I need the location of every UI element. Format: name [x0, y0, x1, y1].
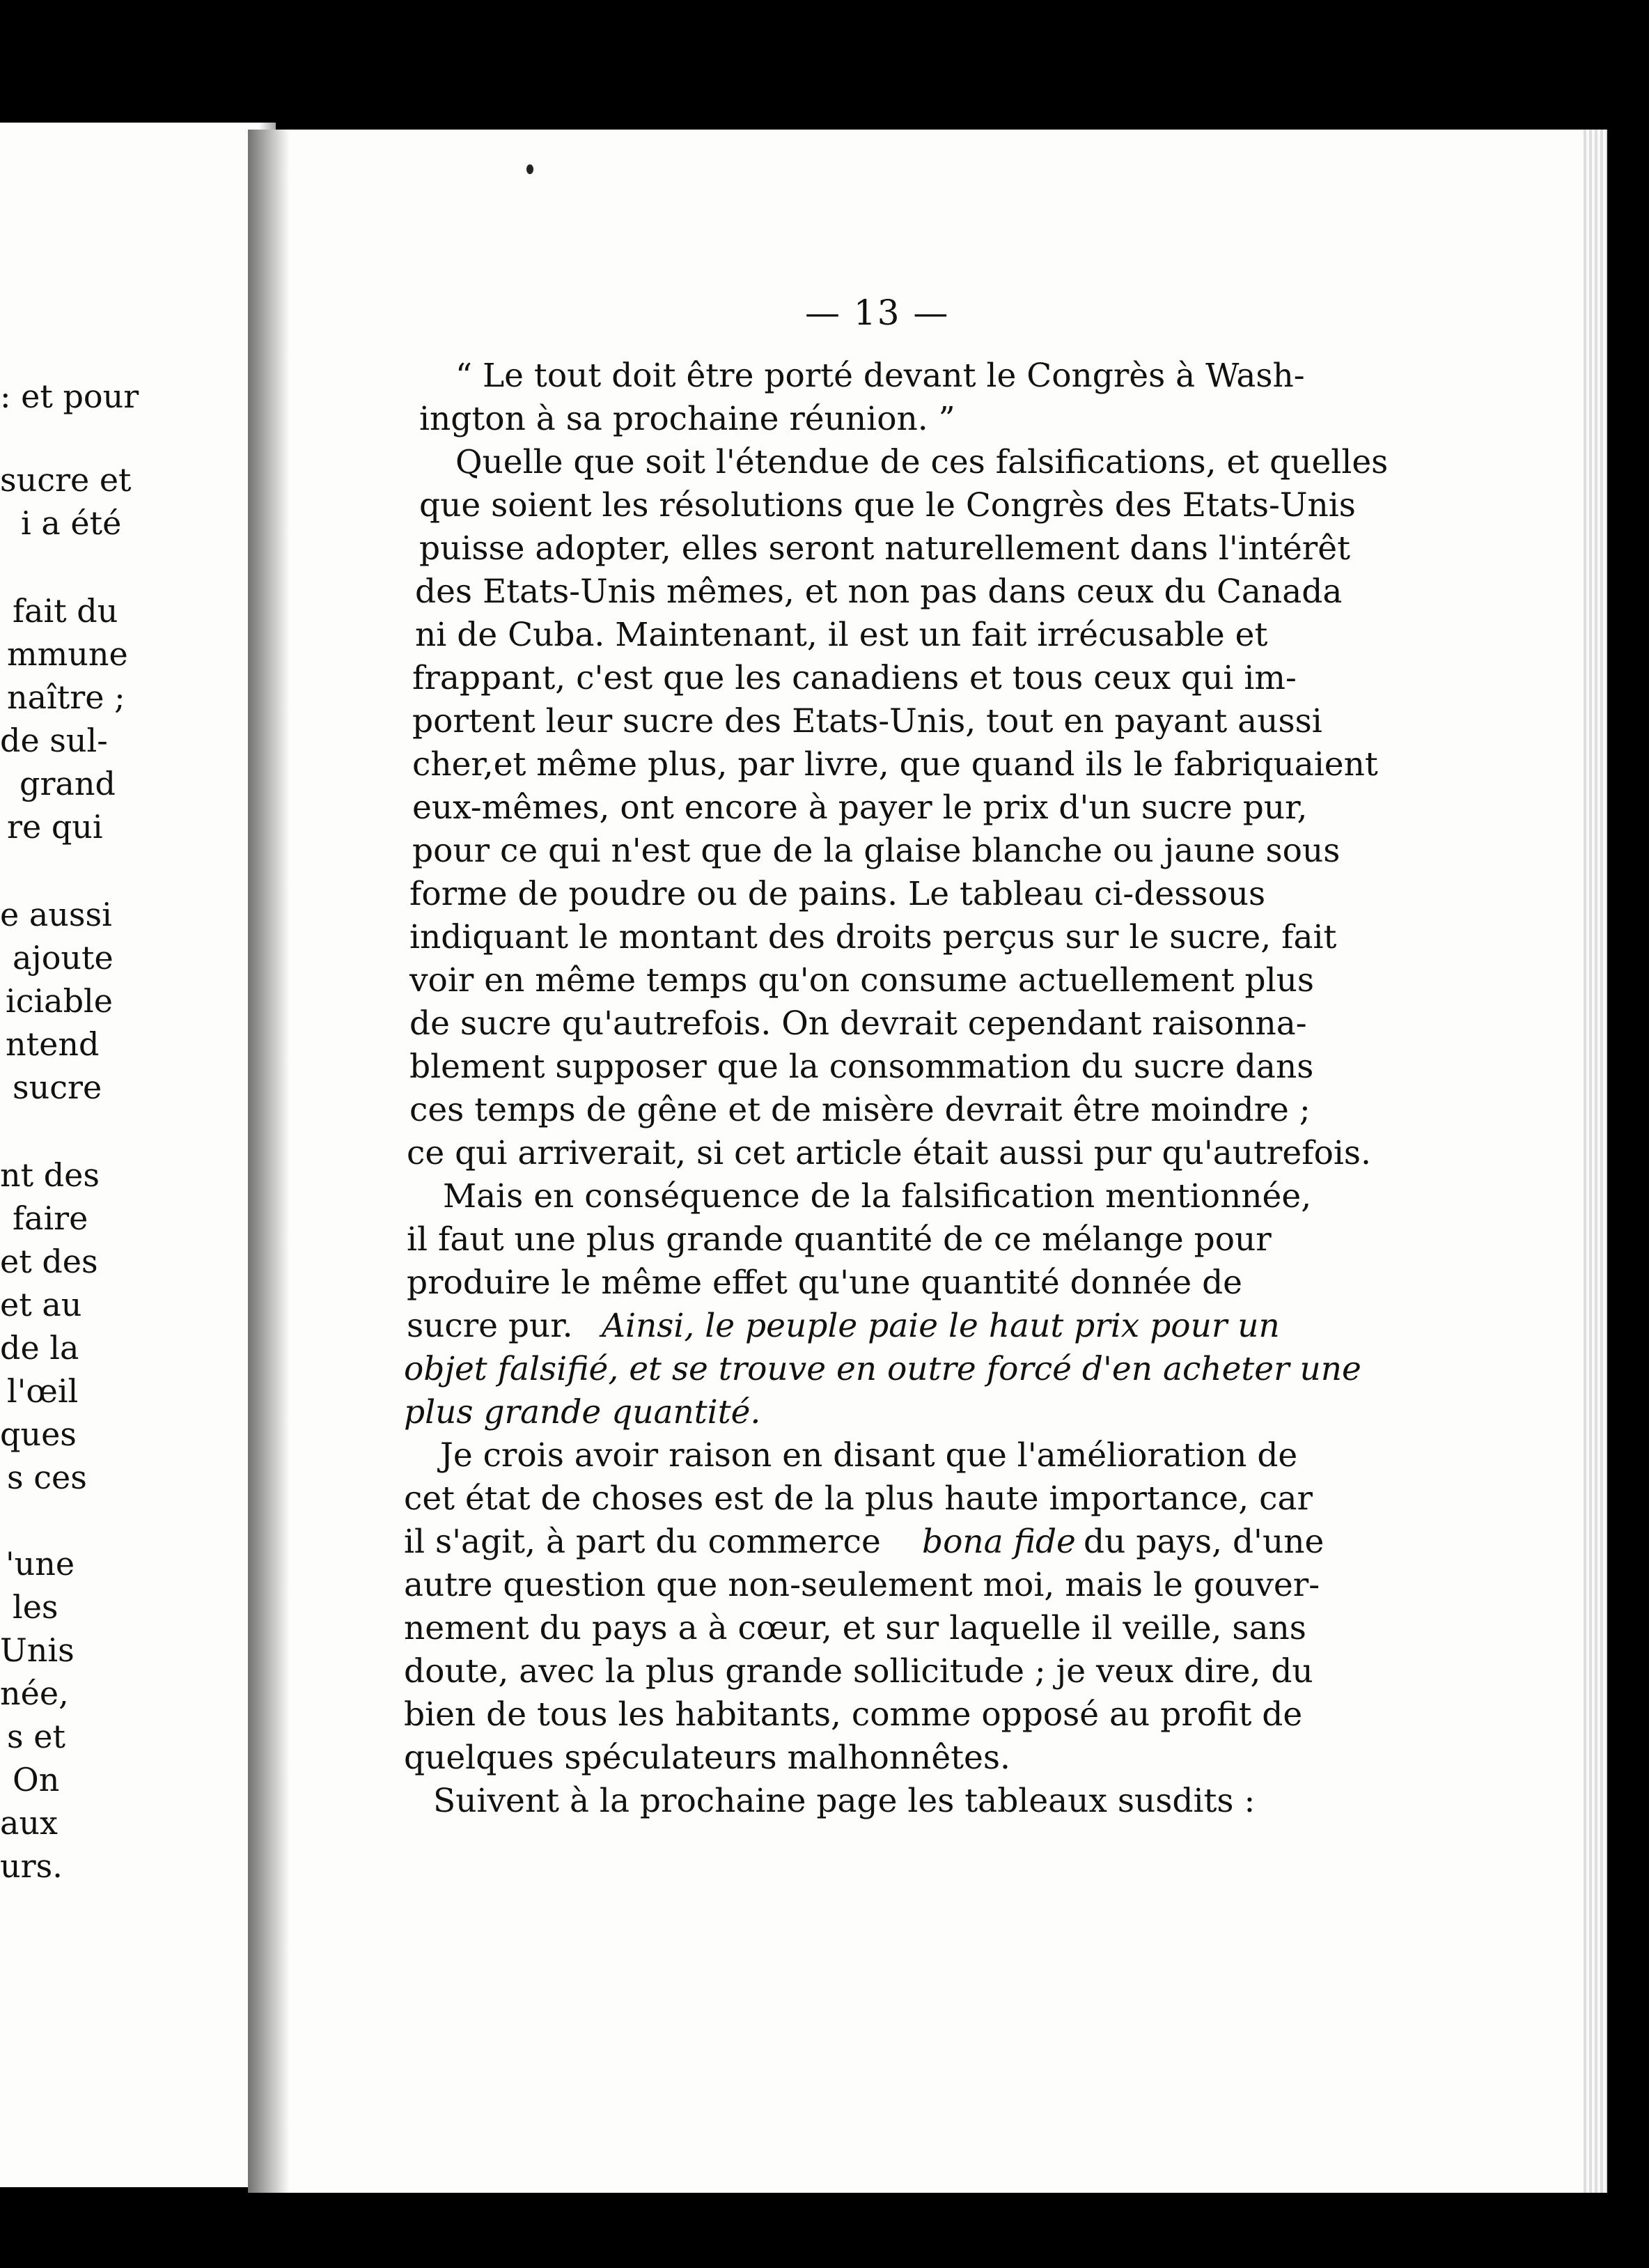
left-fragment: l'œil [7, 1372, 79, 1410]
left-fragment: ntend [6, 1025, 100, 1063]
italic-text-line: Ainsi, le peuple paie le haut prix pour un [602, 1307, 1280, 1345]
page-number: — 13 — [805, 293, 950, 333]
text-line: que soient les résolutions que le Congrès des Etats-Unis [419, 486, 1356, 525]
left-fragment: de la [0, 1329, 79, 1367]
left-fragment: née, [0, 1675, 69, 1712]
left-fragment: iciable [6, 982, 113, 1020]
left-fragment: ajoute [13, 939, 114, 977]
left-fragment: aux [0, 1804, 58, 1842]
text-line: ni de Cuba. Maintenant, il est un fait irrécusable et [415, 616, 1268, 654]
left-fragment: 'une [6, 1545, 75, 1583]
text-line: “ Le tout doit être porté devant le Congrès à Wash- [455, 357, 1305, 395]
text-line: pour ce qui n'est que de la glaise blanche ou jaune sous [412, 832, 1341, 870]
text-line: puisse adopter, elles seront naturellement dans l'intérêt [419, 529, 1350, 568]
left-fragment: On [13, 1761, 60, 1799]
text-line: ces temps de gêne et de misère devrait être moindre ; [409, 1091, 1311, 1129]
text-line: Suivent à la prochaine page les tableaux susdits : [433, 1782, 1256, 1820]
left-fragment: ques [0, 1415, 77, 1453]
text-line: sucre pur. [407, 1307, 573, 1345]
page-edge [1584, 130, 1607, 2193]
left-fragment: sucre [13, 1069, 102, 1106]
left-fragment: i a été [21, 504, 122, 542]
left-fragment: e aussi [0, 896, 112, 933]
text-line: autre question que non-seulement moi, mais le gouver- [404, 1566, 1320, 1604]
text-line: il faut une plus grande quantité de ce mélange pour [407, 1220, 1272, 1259]
left-fragment: sucre et [0, 461, 132, 499]
italic-text-line: objet falsifié, et se trouve en outre forcé d'en acheter une [404, 1350, 1361, 1388]
left-page [0, 123, 276, 2187]
left-fragment: Unis [0, 1631, 75, 1669]
left-fragment: naître ; [7, 678, 125, 716]
text-line: quelques spéculateurs malhonnêtes. [404, 1739, 1010, 1777]
italic-text-line: plus grande quantité. [404, 1393, 761, 1431]
page-binding-shadow [248, 130, 290, 2193]
text-line: indiquant le montant des droits perçus sur le sucre, fait [409, 918, 1337, 956]
text-line: bien de tous les habitants, comme opposé au profit de [404, 1695, 1303, 1734]
text-line: produire le même effet qu'une quantité donnée de [407, 1264, 1242, 1302]
text-line: cet état de choses est de la plus haute importance, car [404, 1479, 1313, 1518]
left-fragment: fait du [13, 592, 118, 630]
text-line: frappant, c'est que les canadiens et tous ceux qui im- [412, 659, 1297, 697]
left-fragment: : et pour [0, 378, 139, 415]
right-page [248, 130, 1607, 2193]
left-fragment: nt des [0, 1156, 100, 1194]
italic-text-line: bona fide [922, 1523, 1076, 1561]
text-line: de sucre qu'autrefois. On devrait cependant raisonna- [409, 1004, 1307, 1043]
left-fragment: faire [13, 1199, 88, 1237]
text-line: Quelle que soit l'étendue de ces falsifications, et quelles [455, 443, 1389, 481]
text-line: Je crois avoir raison en disant que l'amélioration de [440, 1436, 1298, 1475]
left-fragment: et au [0, 1286, 82, 1323]
left-fragment: de sul- [0, 722, 108, 759]
text-line: forme de poudre ou de pains. Le tableau ci-dessous [409, 875, 1266, 913]
text-line: blement supposer que la consommation du sucre dans [409, 1048, 1314, 1086]
left-fragment: mmune [7, 635, 128, 673]
left-fragment: grand [19, 765, 116, 802]
text-line: des Etats-Unis mêmes, et non pas dans ceux du Canada [415, 573, 1343, 611]
text-line: nement du pays a à cœur, et sur laquelle il veille, sans [404, 1609, 1306, 1647]
left-fragment: s ces [7, 1459, 87, 1496]
left-fragment: s et [7, 1718, 65, 1755]
left-fragment: re qui [7, 808, 103, 846]
left-fragment: et des [0, 1243, 98, 1280]
text-line: du pays, d'une [1084, 1523, 1324, 1561]
text-line: cher,et même plus, par livre, que quand ils le fabriquaient [412, 745, 1378, 784]
text-line: ington à sa prochaine réunion. ” [419, 400, 955, 438]
left-fragment: urs. [0, 1847, 63, 1885]
text-line: doute, avec la plus grande sollicitude ; je veux dire, du [404, 1652, 1313, 1691]
ink-dot [526, 164, 533, 174]
text-line: portent leur sucre des Etats-Unis, tout en payant aussi [412, 702, 1322, 740]
text-line: ce qui arriverait, si cet article était aussi pur qu'autrefois. [407, 1134, 1371, 1172]
text-line: eux-mêmes, ont encore à payer le prix d'un sucre pur, [412, 789, 1308, 827]
text-line: Mais en conséquence de la falsification mentionnée, [443, 1177, 1312, 1215]
left-fragment: les [13, 1588, 58, 1626]
text-line: il s'agit, à part du commerce [404, 1523, 881, 1561]
text-line: voir en même temps qu'on consume actuellement plus [409, 961, 1314, 1000]
